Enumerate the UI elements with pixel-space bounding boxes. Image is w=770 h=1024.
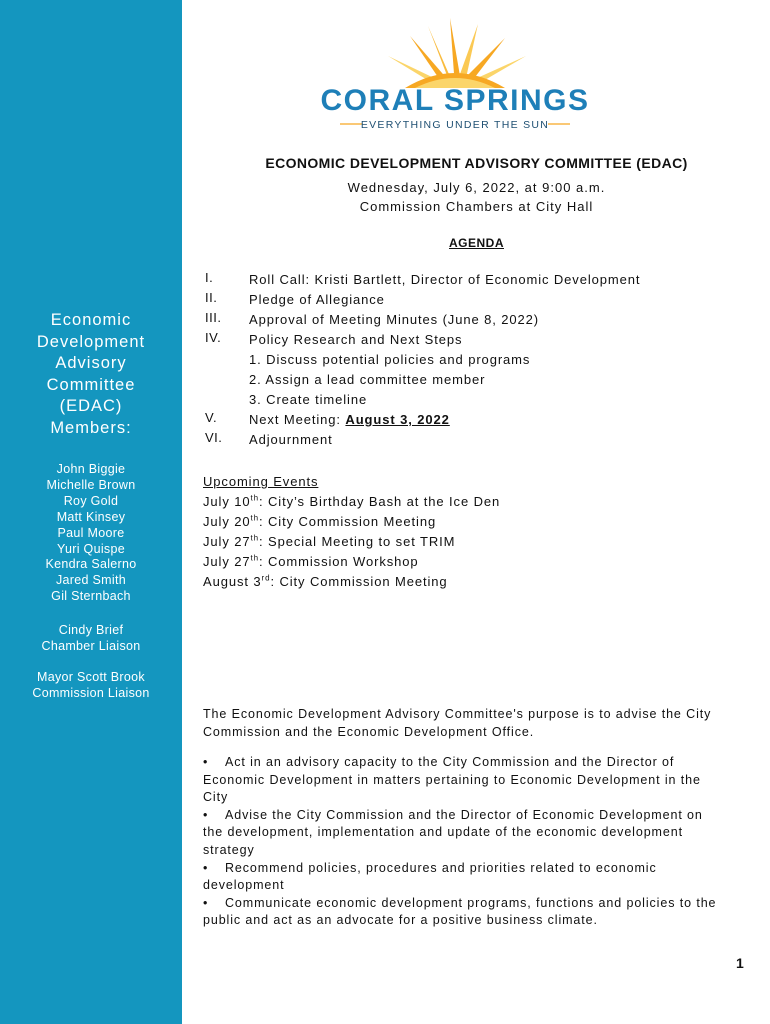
page-title: ECONOMIC DEVELOPMENT ADVISORY COMMITTEE (EDAC) <box>265 155 688 171</box>
agenda-item-text: Next Meeting: <box>249 412 346 427</box>
agenda-subitem: 3. Create timeline <box>249 392 368 407</box>
agenda-numeral: I. <box>205 270 214 285</box>
agenda-item: Approval of Meeting Minutes (June 8, 2022) <box>249 312 539 327</box>
member-name: John Biggie <box>56 462 126 476</box>
agenda-subitem: 2. Assign a lead committee member <box>249 372 486 387</box>
commission-liaison <box>0 670 182 702</box>
agenda-item: Policy Research and Next Steps <box>249 332 463 347</box>
event-item <box>203 572 500 592</box>
event-item <box>203 512 500 532</box>
liaison-role: Chamber Liaison <box>41 638 141 653</box>
event-date-suffix: th <box>250 533 259 543</box>
sidebar-title-line: Committee <box>46 375 136 394</box>
event-text: : City’s Birthday Bash at the Ice Den <box>258 494 501 509</box>
member-name: Michelle Brown <box>46 477 136 492</box>
agenda-item <box>249 410 450 430</box>
member-name: Gil Sternbach <box>51 589 131 604</box>
event-date: July 27 <box>203 534 251 549</box>
bullet-icon: • <box>203 755 209 769</box>
meeting-date: Wednesday, July 6, 2022, at 9:00 a.m. <box>347 180 606 195</box>
member-list <box>0 462 182 605</box>
member-name: Jared Smith <box>56 573 126 588</box>
event-item <box>203 552 500 572</box>
sidebar-title-line: Economic <box>50 311 132 329</box>
purpose-bullet <box>203 754 725 807</box>
coral-springs-logo <box>300 18 610 133</box>
member-name: Kendra Salerno <box>45 557 137 572</box>
logo-tagline: EVERYTHING UNDER THE SUN <box>360 119 550 131</box>
liaison-role: Commission Liaison <box>32 685 150 700</box>
event-date: July 20 <box>203 514 251 529</box>
committee-members-heading <box>0 310 182 440</box>
event-date-suffix: th <box>250 493 259 503</box>
agenda-numeral: IV. <box>205 330 222 345</box>
sidebar-title-line: (EDAC) <box>59 397 123 416</box>
agenda-numeral: III. <box>205 310 222 325</box>
event-item <box>203 492 500 512</box>
event-date-suffix: th <box>250 513 259 523</box>
sidebar-title-line: Advisory <box>55 354 127 373</box>
purpose-bullet-list <box>203 754 725 930</box>
purpose-bullet <box>203 807 725 860</box>
event-text: : City Commission Meeting <box>270 574 448 589</box>
committee-purpose: The Economic Development Advisory Committee's purpose is to advise the City Commission and the Economic Development Office. <box>203 707 712 739</box>
bullet-icon: • <box>203 807 209 822</box>
event-date-suffix: rd <box>261 573 271 583</box>
event-text: : City Commission Meeting <box>258 514 437 529</box>
purpose-bullet <box>203 860 725 895</box>
chamber-liaison <box>0 623 182 655</box>
sun-icon <box>388 18 526 88</box>
event-text: : Commission Workshop <box>258 554 419 569</box>
agenda-item: Adjournment <box>249 432 333 447</box>
agenda-numeral: VI. <box>205 430 223 445</box>
events-heading: Upcoming Events <box>203 474 319 489</box>
meeting-location: Commission Chambers at City Hall <box>359 199 594 214</box>
page-number: 1 <box>736 955 744 971</box>
agenda-item: Pledge of Allegiance <box>249 292 385 307</box>
bullet-text: Act in an advisory capacity to the City Commission and the Director of Economic Development in matters pertaining to Economic Development in the City <box>203 755 701 805</box>
member-name: Paul Moore <box>57 525 125 540</box>
liaison-name: Mayor Scott Brook <box>37 670 145 684</box>
logo-wordmark: CORAL SPRINGS <box>320 84 590 117</box>
member-name: Roy Gold <box>63 493 119 508</box>
member-name: Matt Kinsey <box>56 509 126 524</box>
bullet-icon: • <box>203 860 209 875</box>
agenda-subitem: 1. Discuss potential policies and programs <box>249 352 531 367</box>
event-item <box>203 532 500 552</box>
agenda-numeral: V. <box>205 410 218 425</box>
event-date: July 10 <box>203 494 251 509</box>
member-name: Yuri Quispe <box>57 541 125 556</box>
liaison-name: Cindy Brief <box>58 623 124 637</box>
event-date: July 27 <box>203 554 251 569</box>
event-date: August 3 <box>203 574 262 589</box>
sidebar-title-line: Development <box>36 332 146 351</box>
next-meeting-date: August 3, 2022 <box>345 412 450 427</box>
agenda-heading: AGENDA <box>448 236 504 250</box>
agenda-item: Roll Call: Kristi Bartlett, Director of Economic Development <box>249 272 641 287</box>
upcoming-events <box>203 472 500 592</box>
sidebar-panel <box>0 0 182 1024</box>
event-date-suffix: th <box>250 553 259 563</box>
event-text: : Special Meeting to set TRIM <box>258 534 456 549</box>
bullet-icon: • <box>203 895 209 910</box>
bullet-text: Recommend policies, procedures and priorities related to economic development <box>203 860 657 893</box>
bullet-text: Advise the City Commission and the Director of Economic Development on the development, implementation and update of the economic development strategy <box>203 807 703 857</box>
sidebar-title-line: Members: <box>50 418 132 437</box>
bullet-text: Communicate economic development programs, functions and policies to the public and act as an advocate for a positive business climate. <box>203 895 717 928</box>
agenda-numeral: II. <box>205 290 218 305</box>
purpose-bullet <box>203 895 725 930</box>
